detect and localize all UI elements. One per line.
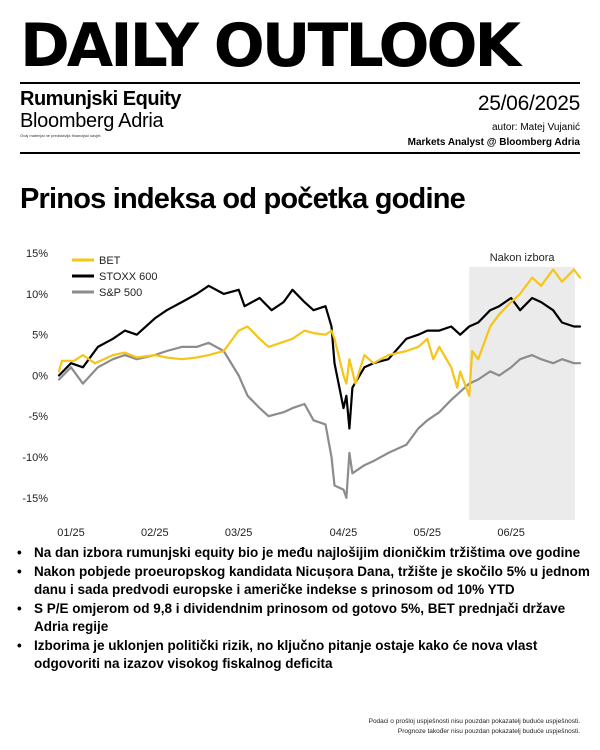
bullet-text: S P/E omjerom od 9,8 i dividendnim prinosom od gotovo 5%, BET prednjači države Adria regije — [34, 601, 566, 634]
bullet-item — [14, 637, 590, 673]
bullet-icon: • — [17, 638, 22, 653]
section-rule — [20, 152, 580, 154]
y-tick-label: -10% — [22, 452, 48, 464]
x-tick-label: 05/25 — [413, 527, 442, 539]
bullet-text: Izborima je uklonjen politički rizik, no ključno pitanje ostaje kako će nova vlast odgovoriti na izazov visokog fiskalnog deficita — [34, 638, 538, 671]
publication-identity — [20, 88, 181, 140]
y-tick-label: 5% — [32, 329, 48, 342]
ytd-returns-chart — [0, 240, 600, 540]
x-tick-label: 02/25 — [141, 527, 169, 539]
chart-headline: Prinos indeksa od početka godine — [20, 183, 465, 215]
post-election-shade — [469, 267, 575, 520]
masthead-title: DAILY OUTLOOK — [20, 11, 519, 81]
x-tick-label: 03/25 — [224, 527, 253, 539]
x-tick-label: 01/25 — [57, 527, 85, 539]
legend-label: BET — [99, 255, 121, 267]
legend-label: STOXX 600 — [99, 271, 158, 283]
annotation-label: Nakon izbora — [489, 252, 555, 264]
bullet-icon: • — [17, 545, 22, 560]
bullet-text: Nakon pobjede proeuropskog kandidata Nicușora Dana, tržište je skočilo 5% u jednom danu i sada predvodi europske i američke indekse s prinosom od 10% YTD — [34, 564, 590, 597]
y-tick-label: 0% — [32, 370, 48, 383]
report-date: 25/06/2025 — [477, 92, 580, 115]
bullet-item — [14, 544, 590, 562]
brand-name: Bloomberg Adria — [20, 110, 164, 132]
header-rule — [20, 82, 580, 84]
bullet-item — [14, 600, 590, 636]
author-line: autor: Matej Vujanić — [491, 122, 580, 133]
bullet-item — [14, 563, 590, 599]
y-tick-label: -5% — [28, 411, 48, 424]
y-tick-label: 15% — [25, 248, 48, 261]
bullet-text: Na dan izbora rumunjski equity bio je među najlošijim dioničkim tržištima ove godine — [34, 545, 581, 560]
x-tick-label: 06/25 — [497, 527, 525, 539]
y-tick-label: -15% — [22, 492, 48, 505]
footnote — [369, 717, 580, 737]
y-tick-label: 10% — [25, 288, 48, 301]
bullet-icon: • — [17, 564, 22, 579]
bullet-icon: • — [17, 601, 22, 616]
key-points-list — [14, 544, 590, 674]
legend-label: S&P 500 — [99, 287, 143, 299]
footnote-line-2: Prognoze također nisu pouzdan pokazatelj buduće uspješnosti. — [397, 728, 580, 735]
disclaimer: Ovaj materijal ne predstavlja financijski savjet. — [20, 133, 102, 138]
author-role: Markets Analyst @ Bloomberg Adria — [407, 137, 580, 148]
report-meta — [408, 92, 580, 150]
x-tick-label: 04/25 — [329, 527, 358, 539]
footnote-line-1: Podaci o prošloj uspješnosti nisu pouzdan pokazatelj buduće uspješnosti. — [368, 718, 580, 725]
report-subtitle: Rumunjski Equity — [20, 88, 181, 110]
